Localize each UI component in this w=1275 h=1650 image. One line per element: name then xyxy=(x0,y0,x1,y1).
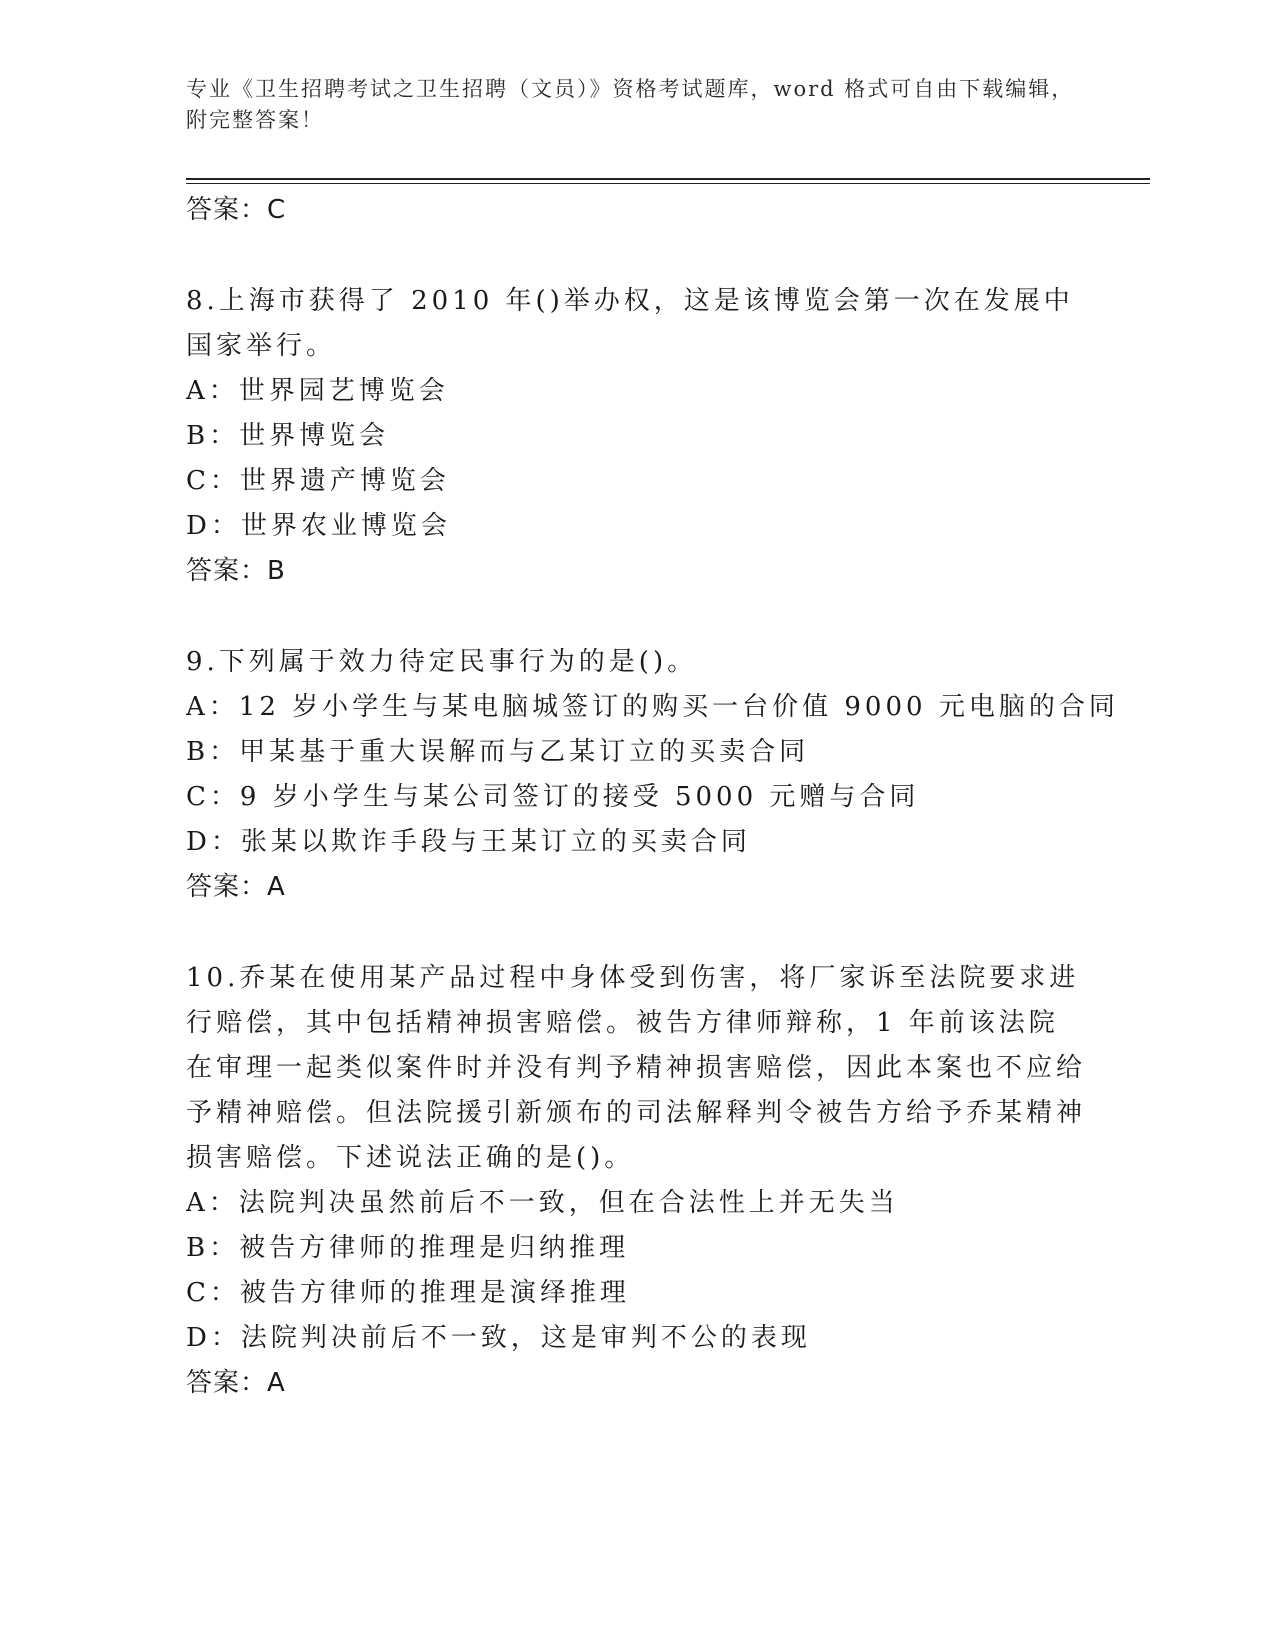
spacer xyxy=(186,233,1086,279)
option-b: B：世界博览会 xyxy=(186,421,390,451)
question-stem: 10.乔某在使用某产品过程中身体受到伤害，将厂家诉至法院要求进行赔偿，其中包括精神损害赔偿。被告方律师辩称，1 年前该法院在审理一起类似案件时并没有判予精神损害赔偿，因此本案也不应给予精神赔偿。但法院援引新颁布的司法解释判令被告方给予乔某精神损害赔偿。下述说法正确的是()。 xyxy=(186,963,1087,1173)
spacer xyxy=(186,910,1086,956)
option-a: A：世界园艺博览会 xyxy=(186,376,449,406)
option-c: C：世界遗产博览会 xyxy=(186,466,450,496)
option-d: D：世界农业博览会 xyxy=(186,511,451,541)
option-d: D：法院判决前后不一致，这是审判不公的表现 xyxy=(186,1323,811,1353)
option-a: A：12 岁小学生与某电脑城签订的购买一台价值 9000 元电脑的合同 xyxy=(186,692,1119,722)
option-c: C：被告方律师的推理是演绎推理 xyxy=(186,1278,630,1308)
page-header: 专业《卫生招聘考试之卫生招聘（文员）》资格考试题库，word 格式可自由下载编辑，附完整答案！ xyxy=(186,77,1075,132)
previous-answer: 答案：C xyxy=(186,195,287,225)
option-c: C：9 岁小学生与某公司签订的接受 5000 元赠与合同 xyxy=(186,782,920,812)
option-b: B：被告方律师的推理是归纳推理 xyxy=(186,1233,630,1263)
option-a: A：法院判决虽然前后不一致，但在合法性上并无失当 xyxy=(186,1188,899,1218)
option-d: D：张某以欺诈手段与王某订立的买卖合同 xyxy=(186,827,751,857)
option-b: B：甲某基于重大误解而与乙某订立的买卖合同 xyxy=(186,737,810,767)
question-answer: 答案：B xyxy=(186,556,286,586)
question-stem: 8.上海市获得了 2010 年()举办权，这是该博览会第一次在发展中国家举行。 xyxy=(186,286,1074,361)
spacer xyxy=(186,594,1086,640)
question-content xyxy=(186,188,1119,1406)
header-rule-thin xyxy=(186,183,1150,184)
question-answer: 答案：A xyxy=(186,1368,286,1398)
question-10 xyxy=(186,956,1086,1406)
question-stem: 9.下列属于效力待定民事行为的是()。 xyxy=(186,647,698,677)
question-answer: 答案：A xyxy=(186,872,286,902)
question-9 xyxy=(186,640,1119,910)
question-8 xyxy=(186,279,1086,594)
header-rule xyxy=(186,178,1150,180)
